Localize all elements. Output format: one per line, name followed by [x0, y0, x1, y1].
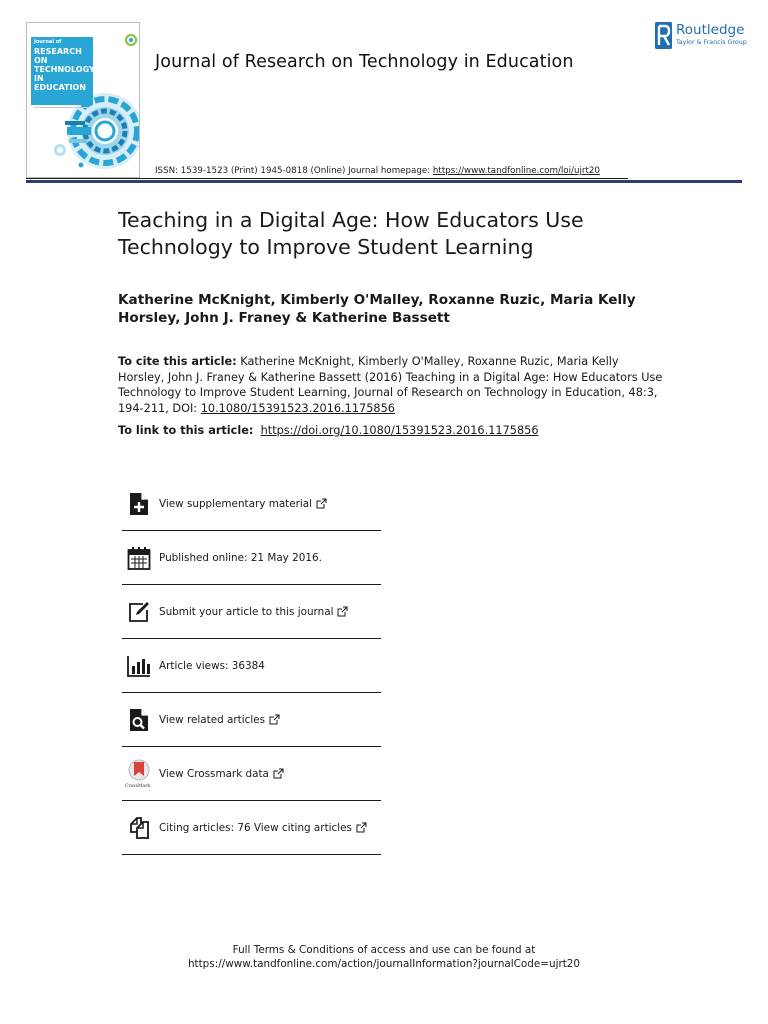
- published-online-label: Published online: 21 May 2016.: [159, 551, 322, 564]
- add-document-icon: [127, 492, 151, 516]
- article-actions-list: [122, 477, 381, 855]
- journal-title[interactable]: Journal of Research on Technology in Education: [155, 52, 574, 72]
- calendar-icon: [127, 546, 151, 570]
- link-label: To link to this article:: [118, 424, 254, 437]
- supplementary-material-label[interactable]: View supplementary material: [159, 498, 327, 510]
- cover-title-line: RESEARCH ON: [34, 47, 82, 65]
- citation-block: [118, 354, 663, 416]
- citation-label: To cite this article:: [118, 355, 237, 368]
- external-link-icon: [316, 498, 327, 509]
- submit-article-item[interactable]: [122, 585, 381, 639]
- crossmark-caption: CrossMark: [125, 783, 151, 789]
- article-views-label: Article views: 36384: [159, 659, 265, 672]
- search-document-icon: [127, 708, 151, 732]
- terms-text: Full Terms & Conditions of access and use can be found at: [232, 944, 536, 956]
- cover-title-line: TECHNOLOGY: [34, 65, 95, 74]
- cover-divider: [34, 107, 90, 114]
- routledge-r-icon: [655, 22, 672, 49]
- crossmark-logo: [125, 759, 153, 789]
- cover-title: [34, 47, 94, 92]
- publisher-logo[interactable]: [655, 22, 755, 52]
- citing-articles-label[interactable]: Citing articles: 76 View citing articles: [159, 822, 367, 834]
- external-link-icon: [273, 768, 284, 779]
- published-online-item: [122, 531, 381, 585]
- article-link-line: [118, 424, 539, 437]
- issn-text: ISSN: 1539-1523 (Print) 1945-0818 (Online) Journal homepage:: [155, 166, 433, 176]
- article-title: Teaching in a Digital Age: How Educators Use Technology to Improve Student Learning: [118, 208, 584, 259]
- citing-articles-item[interactable]: [122, 801, 381, 855]
- header-rule-thin: [26, 178, 628, 179]
- citing-documents-icon: [127, 816, 151, 840]
- citation-text: Katherine McKnight, Kimberly O'Malley, Roxanne Ruzic, Maria Kelly Horsley, John J. Franey & Katherine Bassett (2016) Teaching in a Digital Age: How Educators Use Technology to Improve Student Learning, Journal of Research on Technology in Education, 48:3, 194-211, DOI:: [118, 355, 663, 415]
- journal-cover-image: [26, 22, 140, 178]
- cover-journal-of: Journal of: [34, 39, 62, 45]
- crossmark-label[interactable]: View Crossmark data: [159, 768, 284, 780]
- external-link-icon: [269, 714, 280, 725]
- bar-chart-icon: [127, 654, 151, 678]
- publisher-name: Routledge: [676, 22, 745, 38]
- terms-link[interactable]: https://www.tandfonline.com/action/journalInformation?journalCode=ujrt20: [187, 958, 581, 970]
- doi-link[interactable]: 10.1080/15391523.2016.1175856: [200, 401, 395, 415]
- external-link-icon: [356, 822, 367, 833]
- cover-title-line: IN EDUCATION: [34, 74, 86, 92]
- supplementary-material-item[interactable]: [122, 477, 381, 531]
- related-articles-item[interactable]: [122, 693, 381, 747]
- terms-footer: [0, 943, 768, 971]
- article-authors: Katherine McKnight, Kimberly O'Malley, Roxanne Ruzic, Maria Kelly Horsley, John J. Franey & Katherine Bassett: [118, 292, 636, 326]
- publisher-subtitle: Taylor & Francis Group: [676, 39, 747, 46]
- header-rule-thick: [26, 180, 742, 183]
- related-articles-label[interactable]: View related articles: [159, 714, 280, 726]
- article-doi-url[interactable]: https://doi.org/10.1080/15391523.2016.1175856: [260, 424, 539, 437]
- article-views-item: [122, 639, 381, 693]
- crossmark-icon: [125, 759, 153, 783]
- edit-icon: [127, 600, 151, 624]
- external-link-icon: [337, 606, 348, 617]
- journal-homepage-link[interactable]: https://www.tandfonline.com/loi/ujrt20: [432, 166, 600, 176]
- issn-line: [155, 166, 600, 176]
- crossmark-item[interactable]: [122, 747, 381, 801]
- submit-article-label[interactable]: Submit your article to this journal: [159, 606, 348, 618]
